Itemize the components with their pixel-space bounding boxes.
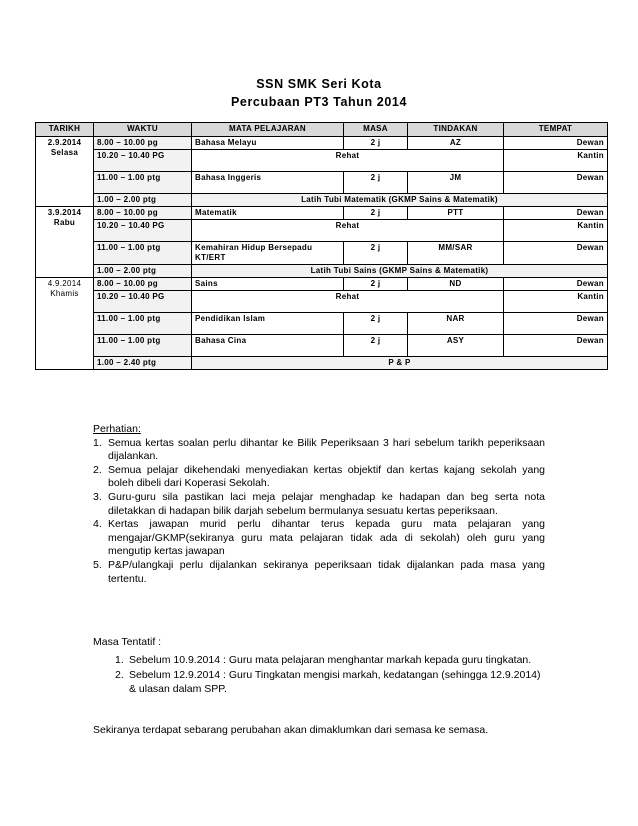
action-cell: MM/SAR <box>408 242 504 265</box>
subject-cell: Pendidikan Islam <box>192 313 344 335</box>
item-number: 2. <box>115 669 124 682</box>
action-cell: ND <box>408 278 504 291</box>
venue-cell: Dewan <box>504 335 608 357</box>
time-cell: 1.00 – 2.00 ptg <box>94 194 192 207</box>
break-cell: Rehat <box>192 220 504 242</box>
item-number: 5. <box>93 558 102 571</box>
column-header-tarikh: TARIKH <box>36 123 94 137</box>
subject-cell: Matematik <box>192 207 344 220</box>
venue-cell: Kantin <box>504 150 608 172</box>
activity-span-cell: Latih Tubi Matematik (GKMP Sains & Matematik) <box>192 194 608 207</box>
table-row <box>36 265 608 278</box>
tentative-schedule-section <box>93 636 545 698</box>
table-row <box>36 220 608 242</box>
item-text: P&P/ulangkaji perlu dijalankan sekiranya peperiksaan tidak dijalankan pada masa yang tertentu. <box>108 558 545 585</box>
item-text: Semua pelajar dikehendaki menyediakan kertas objektif dan kertas kajang sekolah yang boleh dibeli dari Koperasi Sekolah. <box>108 463 545 490</box>
action-cell: PTT <box>408 207 504 220</box>
table-row <box>36 291 608 313</box>
venue-cell: Dewan <box>504 313 608 335</box>
time-cell: 11.00 – 1.00 ptg <box>94 172 192 194</box>
exam-title: Percubaan PT3 Tahun 2014 <box>230 95 408 109</box>
table-row <box>36 172 608 194</box>
item-number: 2. <box>93 463 102 476</box>
time-cell: 8.00 – 10.00 pg <box>94 278 192 291</box>
table-row <box>36 150 608 172</box>
table-row <box>36 278 608 291</box>
table-row <box>36 194 608 207</box>
date-value: 2.9.2014 <box>47 138 82 147</box>
duration-cell: 2 j <box>344 335 408 357</box>
notes-section <box>93 423 545 586</box>
time-cell: 8.00 – 10.00 pg <box>94 137 192 150</box>
table-header-row <box>36 123 608 137</box>
duration-cell: 2 j <box>344 172 408 194</box>
activity-span-cell: P & P <box>192 357 608 370</box>
venue-cell: Kantin <box>504 291 608 313</box>
venue-cell: Dewan <box>504 172 608 194</box>
item-text: Sebelum 10.9.2014 : Guru mata pelajaran menghantar markah kepada guru tingkatan. <box>129 653 532 666</box>
subject-cell: Kemahiran Hidup Bersepadu KT/ERT <box>192 242 344 265</box>
time-cell: 11.00 – 1.00 ptg <box>94 313 192 335</box>
list-item <box>93 437 545 464</box>
time-cell: 1.00 – 2.40 ptg <box>94 357 192 370</box>
time-cell: 8.00 – 10.00 pg <box>94 207 192 220</box>
action-cell: JM <box>408 172 504 194</box>
break-cell: Rehat <box>192 291 504 313</box>
time-cell: 10.20 – 10.40 PG <box>94 220 192 242</box>
date-value: 4.9.2014 <box>47 279 82 288</box>
duration-cell: 2 j <box>344 278 408 291</box>
table-row <box>36 242 608 265</box>
venue-cell: Dewan <box>504 137 608 150</box>
item-number: 1. <box>115 653 124 666</box>
time-cell: 10.20 – 10.40 PG <box>94 291 192 313</box>
item-number: 1. <box>93 436 102 449</box>
date-cell <box>36 278 94 370</box>
action-cell: ASY <box>408 335 504 357</box>
time-cell: 1.00 – 2.00 ptg <box>94 265 192 278</box>
table-row <box>36 313 608 335</box>
school-title: SSN SMK Seri Kota <box>256 77 382 91</box>
exam-schedule-table <box>35 122 608 370</box>
list-item <box>115 654 545 668</box>
tentative-heading: Masa Tentatif : <box>93 636 162 648</box>
notes-heading: Perhatian: <box>93 423 141 435</box>
table-row <box>36 335 608 357</box>
item-text: Semua kertas soalan perlu dihantar ke Bilik Peperiksaan 3 hari sebelum tarikh peperiksaan dijalankan. <box>108 436 545 463</box>
date-cell <box>36 137 94 207</box>
subject-cell: Sains <box>192 278 344 291</box>
list-item <box>115 669 545 696</box>
time-cell: 10.20 – 10.40 PG <box>94 150 192 172</box>
table-row <box>36 357 608 370</box>
venue-cell: Kantin <box>504 220 608 242</box>
action-cell: AZ <box>408 137 504 150</box>
table-row <box>36 207 608 220</box>
break-cell: Rehat <box>192 150 504 172</box>
venue-cell: Dewan <box>504 207 608 220</box>
column-header-tindakan: TINDAKAN <box>408 123 504 137</box>
item-text: Sebelum 12.9.2014 : Guru Tingkatan mengisi markah, kedatangan (sehingga 12.9.2014) & ulasan dalam SPP. <box>129 669 541 695</box>
time-cell: 11.00 – 1.00 ptg <box>94 242 192 265</box>
day-name: Selasa <box>50 148 79 157</box>
duration-cell: 2 j <box>344 313 408 335</box>
venue-cell: Dewan <box>504 278 608 291</box>
subject-cell: Bahasa Melayu <box>192 137 344 150</box>
time-cell: 11.00 – 1.00 ptg <box>94 335 192 357</box>
duration-cell: 2 j <box>344 207 408 220</box>
day-name: Rabu <box>53 218 76 227</box>
duration-cell: 2 j <box>344 242 408 265</box>
closing-note: Sekiranya terdapat sebarang perubahan akan dimaklumkan dari semasa ke semasa. <box>93 724 489 736</box>
day-name: Khamis <box>50 289 79 298</box>
list-item <box>93 491 545 518</box>
action-cell: NAR <box>408 313 504 335</box>
activity-span-cell: Latih Tubi Sains (GKMP Sains & Matematik) <box>192 265 608 278</box>
table-row <box>36 137 608 150</box>
item-number: 3. <box>93 490 102 503</box>
item-text: Guru-guru sila pastikan laci meja pelajar menghadap ke hadapan dan beg serta nota diletakkan di hadapan bilik darjah sebelum bermulanya sesuatu kertas peperiksaan. <box>108 490 545 517</box>
tentative-list <box>115 654 545 697</box>
duration-cell: 2 j <box>344 137 408 150</box>
venue-cell: Dewan <box>504 242 608 265</box>
column-header-tempat: TEMPAT <box>504 123 608 137</box>
column-header-mata-pelajaran: MATA PELAJARAN <box>192 123 344 137</box>
subject-cell: Bahasa Inggeris <box>192 172 344 194</box>
column-header-waktu: WAKTU <box>94 123 192 137</box>
subject-cell: Bahasa Cina <box>192 335 344 357</box>
column-header-masa: MASA <box>344 123 408 137</box>
date-cell <box>36 207 94 278</box>
item-number: 4. <box>93 518 102 531</box>
list-item <box>93 464 545 491</box>
date-value: 3.9.2014 <box>47 208 82 217</box>
list-item <box>93 559 545 586</box>
item-text: Kertas jawapan murid perlu dihantar terus kepada guru mata pelajaran yang mengajar/GKMP(sekiranya guru mata pelajaran tidak ada di sekolah) oleh guru yang mengutip kertas jawapan <box>108 518 545 558</box>
notes-list <box>93 437 545 587</box>
list-item <box>93 518 545 559</box>
